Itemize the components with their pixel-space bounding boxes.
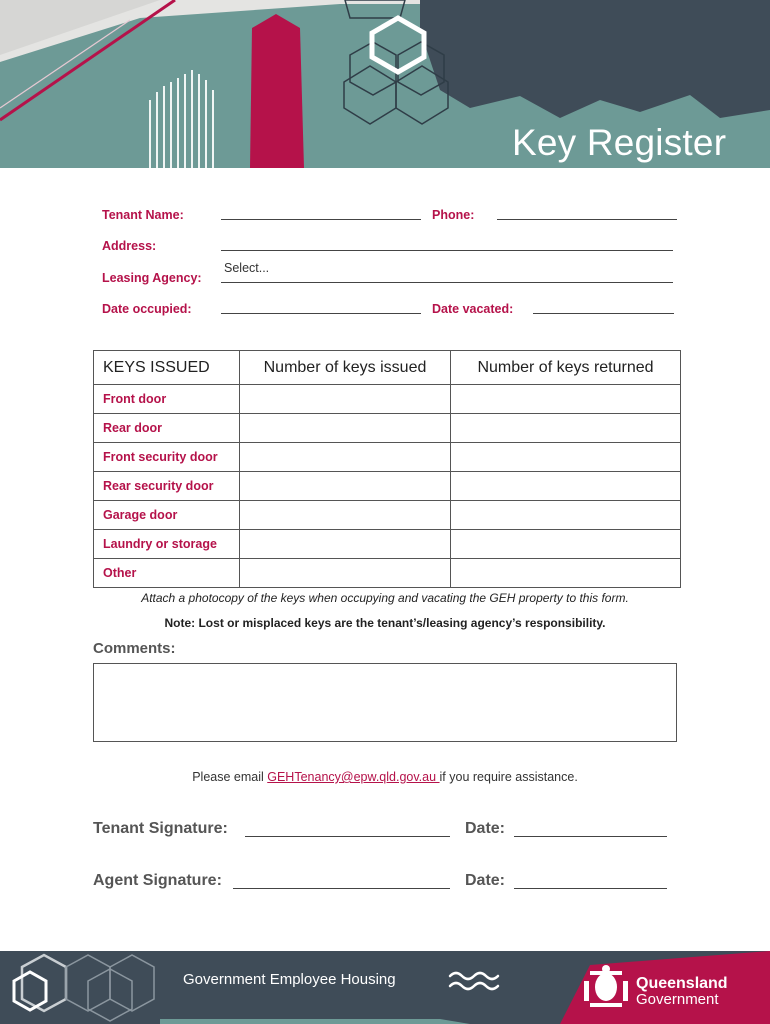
leasing-agency-underline — [221, 282, 673, 283]
header-number-returned: Number of keys returned — [451, 351, 681, 385]
row-label: Laundry or storage — [94, 530, 240, 559]
assistance-prefix: Please email — [192, 770, 268, 784]
keys-returned-cell[interactable] — [451, 559, 681, 588]
agent-signature-label: Agent Signature: — [93, 872, 222, 889]
date-vacated-field[interactable] — [533, 313, 674, 314]
phone-field[interactable] — [497, 219, 677, 220]
lost-keys-note: Note: Lost or misplaced keys are the tenant’s/leasing agency’s responsibility. — [164, 616, 606, 630]
tenant-signature-field[interactable] — [245, 836, 450, 837]
keys-table — [93, 350, 681, 588]
page-title: Key Register — [512, 122, 727, 163]
date-vacated-label: Date vacated: — [432, 302, 514, 316]
keys-issued-cell[interactable] — [240, 530, 451, 559]
tenant-name-label: Tenant Name: — [102, 208, 184, 222]
tenant-date-field[interactable] — [514, 836, 667, 837]
comments-label: Comments: — [93, 640, 176, 657]
keys-returned-cell[interactable] — [451, 385, 681, 414]
footer-program-name: Government Employee Housing — [183, 971, 396, 988]
agent-date-field[interactable] — [514, 888, 667, 889]
agent-date-label: Date: — [465, 872, 506, 889]
row-label: Rear security door — [94, 472, 240, 501]
keys-issued-cell[interactable] — [240, 559, 451, 588]
keys-returned-cell[interactable] — [451, 501, 681, 530]
date-occupied-label: Date occupied: — [102, 302, 192, 316]
tenant-signature-label: Tenant Signature: — [93, 820, 228, 837]
table-row — [94, 414, 681, 443]
row-label: Garage door — [94, 501, 240, 530]
footer-banner — [0, 951, 770, 1024]
leasing-agency-label: Leasing Agency: — [102, 271, 202, 285]
assistance-line — [0, 770, 770, 784]
header-number-issued: Number of keys issued — [240, 351, 451, 385]
leasing-agency-select[interactable]: Select... — [224, 261, 270, 275]
keys-returned-cell[interactable] — [451, 530, 681, 559]
table-row — [94, 501, 681, 530]
address-field[interactable] — [221, 250, 673, 251]
logo-line-2: Government — [636, 991, 719, 1008]
keys-returned-cell[interactable] — [451, 472, 681, 501]
keys-issued-cell[interactable] — [240, 472, 451, 501]
keys-returned-cell[interactable] — [451, 443, 681, 472]
header-banner — [0, 0, 770, 168]
table-row — [94, 385, 681, 414]
row-label: Other — [94, 559, 240, 588]
queensland-government-logo — [636, 976, 728, 1008]
keys-returned-cell[interactable] — [451, 414, 681, 443]
table-row — [94, 472, 681, 501]
address-label: Address: — [102, 239, 157, 253]
comments-textarea[interactable] — [93, 663, 677, 742]
agent-signature-field[interactable] — [233, 888, 450, 889]
row-label: Rear door — [94, 414, 240, 443]
table-row — [94, 443, 681, 472]
keys-issued-cell[interactable] — [240, 414, 451, 443]
tenant-name-field[interactable] — [221, 219, 421, 220]
keys-issued-cell[interactable] — [240, 443, 451, 472]
row-label: Front security door — [94, 443, 240, 472]
keys-issued-cell[interactable] — [240, 501, 451, 530]
keys-table-header-row — [94, 351, 681, 385]
table-row — [94, 530, 681, 559]
logo-line-1: Queensland — [636, 975, 728, 992]
attach-photocopy-note: Attach a photocopy of the keys when occupying and vacating the GEH property to this form. — [141, 591, 629, 605]
assistance-suffix: if you require assistance. — [439, 770, 578, 784]
email-link[interactable]: GEHTenancy@epw.qld.gov.au — [267, 770, 440, 784]
table-row — [94, 559, 681, 588]
header-keys-issued: KEYS ISSUED — [94, 351, 240, 385]
date-occupied-field[interactable] — [221, 313, 421, 314]
keys-issued-cell[interactable] — [240, 385, 451, 414]
tenant-date-label: Date: — [465, 820, 506, 837]
phone-label: Phone: — [432, 208, 475, 222]
row-label: Front door — [94, 385, 240, 414]
